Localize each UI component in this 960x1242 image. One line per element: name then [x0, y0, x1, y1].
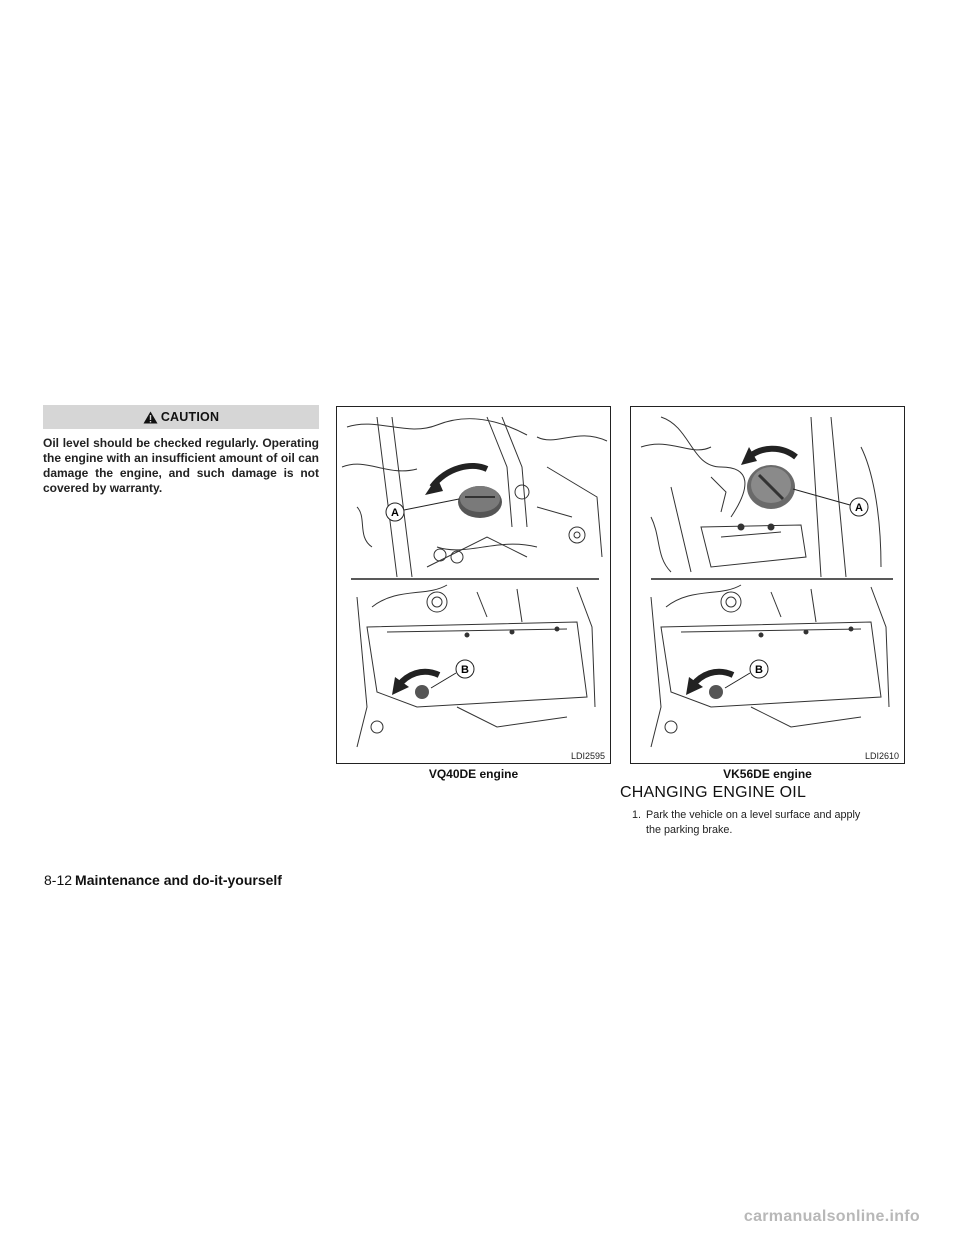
- label-b: B: [461, 664, 469, 676]
- engine-illustration-vq40de: [337, 407, 611, 764]
- oil-filler-cap: [458, 486, 502, 518]
- step-1: [632, 808, 912, 838]
- drain-plug: [709, 685, 723, 699]
- step-number: 1.: [632, 809, 642, 821]
- figure-code: LDI2595: [570, 751, 605, 761]
- caution-box: [43, 405, 319, 496]
- chapter-title: Maintenance and do-it-yourself: [75, 872, 282, 888]
- caution-text: Oil level should be checked regularly. Operating the engine with an insufficient amount of oil can damage the engine, and such damage is not covered by warranty.: [43, 436, 319, 495]
- drain-plug: [415, 685, 429, 699]
- watermark: carmanualsonline.info: [743, 1208, 920, 1225]
- rotate-arrow-cap: [432, 466, 487, 487]
- figure-caption-vk56de: VK56DE engine: [723, 767, 812, 781]
- label-a: A: [391, 507, 399, 519]
- section-title: CHANGING ENGINE OIL: [620, 784, 807, 801]
- step-text-line2: the parking brake.: [646, 824, 733, 836]
- page-footer: [44, 872, 282, 888]
- rotate-arrow-plug: [399, 672, 439, 685]
- figure-caption-vq40de: VQ40DE engine: [428, 767, 519, 781]
- figure-vk56de: [630, 406, 905, 764]
- rotate-arrow-plug: [693, 672, 733, 685]
- engine-illustration-vk56de: [631, 407, 905, 764]
- warning-icon: [143, 411, 158, 424]
- oil-filler-cap: [747, 465, 795, 509]
- caution-heading: [43, 405, 319, 429]
- figure-code: LDI2610: [864, 751, 899, 761]
- figure-vq40de: [336, 406, 611, 764]
- label-b: B: [755, 664, 763, 676]
- page-number: 8-12: [44, 872, 73, 888]
- caution-heading-text: CAUTION: [160, 410, 220, 424]
- label-a: A: [855, 502, 863, 514]
- rotate-arrow-cap: [749, 449, 796, 457]
- step-text-line1: Park the vehicle on a level surface and apply: [646, 809, 861, 821]
